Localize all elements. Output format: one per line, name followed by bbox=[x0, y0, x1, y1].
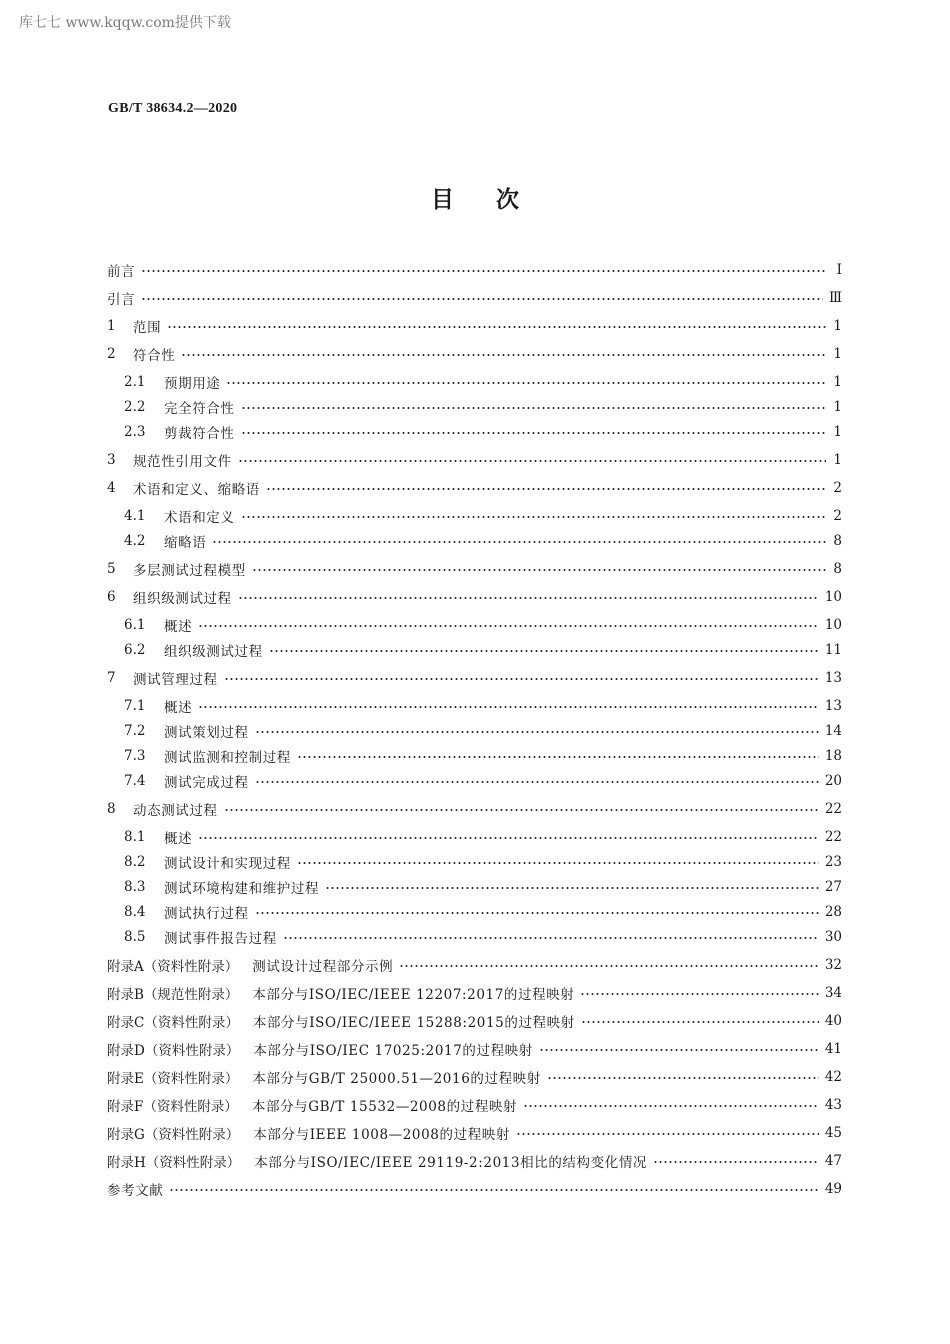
toc-entry[interactable] bbox=[107, 744, 842, 768]
toc-entry-page: 34 bbox=[824, 985, 842, 1001]
toc-entry-page: 8 bbox=[833, 561, 842, 577]
toc-entry[interactable] bbox=[107, 900, 842, 924]
toc-entry-page: 2 bbox=[833, 480, 842, 496]
toc-entry[interactable] bbox=[107, 476, 842, 500]
toc-entry-label: 术语和定义、缩略语 bbox=[133, 482, 260, 498]
toc-dot-leader bbox=[283, 936, 819, 940]
toc-entry[interactable] bbox=[107, 613, 842, 637]
toc-entry-label: 预期用途 bbox=[164, 376, 221, 392]
toc-entry-page: 32 bbox=[824, 957, 842, 973]
toc-entry-label: 本部分与ISO/IEC 17025:2017的过程映射 bbox=[253, 1043, 533, 1059]
toc-entry[interactable] bbox=[107, 585, 842, 609]
toc-entry-number: 4.1 bbox=[124, 508, 146, 524]
toc-entry-page: 10 bbox=[824, 617, 842, 633]
toc-entry-label: 本部分与ISO/IEC/IEEE 15288:2015的过程映射 bbox=[252, 1015, 575, 1031]
toc-entry-label: 测试设计过程部分示例 bbox=[252, 959, 394, 975]
toc-entry-number: 3 bbox=[107, 452, 116, 468]
document-code: GB/T 38634.2—2020 bbox=[108, 101, 238, 116]
toc-entry[interactable] bbox=[107, 1009, 842, 1033]
toc-entry[interactable] bbox=[107, 557, 842, 581]
toc-entry-page: 42 bbox=[824, 1069, 842, 1085]
toc-title: 目次 bbox=[431, 187, 561, 213]
toc-entry-page: 13 bbox=[824, 698, 842, 714]
toc-dot-leader bbox=[212, 540, 826, 544]
toc-entry-number: 4.2 bbox=[124, 533, 146, 549]
toc-entry-number: 7.1 bbox=[124, 698, 146, 714]
toc-entry[interactable] bbox=[107, 1037, 842, 1061]
toc-entry-number: 2 bbox=[107, 346, 116, 362]
toc-entry-page: 22 bbox=[824, 829, 842, 845]
toc-entry-page: 20 bbox=[824, 773, 842, 789]
toc-entry-number: 2.2 bbox=[124, 399, 146, 415]
toc-entry[interactable] bbox=[107, 370, 842, 394]
toc-entry-number: 5 bbox=[107, 561, 116, 577]
toc-dot-leader bbox=[224, 677, 819, 681]
toc-entry-label: 范围 bbox=[133, 320, 162, 336]
toc-entry-page: 1 bbox=[833, 452, 842, 468]
toc-entry-label: 本部分与GB/T 25000.51—2016的过程映射 bbox=[252, 1071, 541, 1087]
toc-dot-leader bbox=[198, 624, 819, 628]
toc-dot-leader bbox=[523, 1104, 819, 1108]
toc-entry-number: 7 bbox=[107, 670, 116, 686]
toc-dot-leader bbox=[266, 487, 826, 491]
toc-entry[interactable] bbox=[107, 448, 842, 472]
toc-dot-leader bbox=[297, 861, 819, 865]
toc-entry-page: 43 bbox=[824, 1097, 842, 1113]
toc-entry[interactable] bbox=[107, 719, 842, 743]
toc-entry-page: Ⅰ bbox=[836, 262, 842, 278]
toc-dot-leader bbox=[226, 381, 826, 385]
toc-dot-leader bbox=[580, 992, 818, 996]
toc-entry-label: 规范性引用文件 bbox=[133, 454, 232, 470]
toc-dot-leader bbox=[297, 755, 819, 759]
toc-entry-number: 8.3 bbox=[124, 879, 146, 895]
toc-entry-number: 附录E（资料性附录） bbox=[107, 1071, 239, 1087]
toc-dot-leader bbox=[516, 1132, 819, 1136]
toc-entry-page: 1 bbox=[833, 346, 842, 362]
toc-entry-label: 本部分与IEEE 1008—2008的过程映射 bbox=[253, 1127, 510, 1143]
toc-entry[interactable] bbox=[107, 1177, 842, 1201]
toc-entry-label: 测试执行过程 bbox=[164, 906, 249, 922]
toc-entry-label: 动态测试过程 bbox=[133, 803, 218, 819]
toc-entry-page: 11 bbox=[824, 642, 842, 658]
toc-dot-leader bbox=[255, 911, 819, 915]
toc-entry-number: 7.3 bbox=[124, 748, 146, 764]
toc-entry[interactable] bbox=[107, 638, 842, 662]
toc-entry[interactable] bbox=[107, 925, 842, 949]
toc-entry[interactable] bbox=[107, 1149, 842, 1173]
toc-entry-page: 47 bbox=[824, 1153, 842, 1169]
toc-dot-leader bbox=[169, 1188, 818, 1192]
toc-entry-number: 附录A（资料性附录） bbox=[107, 959, 239, 975]
toc-entry-label: 参考文献 bbox=[107, 1183, 164, 1199]
toc-dot-leader bbox=[198, 836, 819, 840]
toc-entry-page: 40 bbox=[824, 1013, 842, 1029]
toc-entry-page: 41 bbox=[824, 1041, 842, 1057]
toc-entry-number: 8.5 bbox=[124, 929, 146, 945]
toc-dot-leader bbox=[241, 406, 827, 410]
toc-entry-label: 概述 bbox=[164, 619, 193, 635]
toc-entry-number: 6.1 bbox=[124, 617, 146, 633]
toc-entry-page: 30 bbox=[824, 929, 842, 945]
toc-entry-label: 概述 bbox=[164, 700, 193, 716]
toc-entry-label: 多层测试过程模型 bbox=[133, 563, 246, 579]
toc-entry-page: 45 bbox=[824, 1125, 842, 1141]
toc-entry[interactable] bbox=[107, 666, 842, 690]
toc-entry-page: 1 bbox=[833, 424, 842, 440]
toc-entry-number: 7.2 bbox=[124, 723, 146, 739]
toc-entry[interactable] bbox=[107, 420, 842, 444]
toc-entry-number: 附录C（资料性附录） bbox=[107, 1015, 239, 1031]
toc-entry-number: 7.4 bbox=[124, 773, 146, 789]
toc-entry[interactable] bbox=[107, 504, 842, 528]
toc-entry-page: 1 bbox=[833, 374, 842, 390]
toc-entry[interactable] bbox=[107, 1121, 842, 1145]
toc-dot-leader bbox=[238, 596, 819, 600]
toc-entry-page: 10 bbox=[824, 589, 842, 605]
toc-entry-number: 附录B（规范性附录） bbox=[107, 987, 239, 1003]
toc-entry-number: 8.4 bbox=[124, 904, 146, 920]
toc-entry-number: 6.2 bbox=[124, 642, 146, 658]
toc-dot-leader bbox=[539, 1048, 819, 1052]
toc-entry-label: 测试监测和控制过程 bbox=[164, 750, 291, 766]
toc-entry-label: 概述 bbox=[164, 831, 193, 847]
toc-entry-label: 剪裁符合性 bbox=[164, 426, 235, 442]
toc-dot-leader bbox=[181, 353, 826, 357]
toc-dot-leader bbox=[255, 730, 819, 734]
toc-dot-leader bbox=[252, 568, 826, 572]
watermark-text: 库七七 www.kqqw.com提供下载 bbox=[19, 15, 231, 31]
toc-entry[interactable] bbox=[107, 529, 842, 553]
toc-entry-label: 测试策划过程 bbox=[164, 725, 249, 741]
toc-entry-page: 1 bbox=[833, 318, 842, 334]
toc-entry[interactable] bbox=[107, 286, 842, 310]
toc-entry-label: 完全符合性 bbox=[164, 401, 235, 417]
toc-entry-page: 2 bbox=[833, 508, 842, 524]
toc-entry-number: 4 bbox=[107, 480, 116, 496]
toc-entry-label: 缩略语 bbox=[164, 535, 207, 551]
toc-entry-label: 本部分与ISO/IEC/IEEE 29119-2:2013相比的结构变化情况 bbox=[254, 1155, 648, 1171]
toc-entry[interactable] bbox=[107, 797, 842, 821]
toc-entry-number: 6 bbox=[107, 589, 116, 605]
toc-entry-page: 18 bbox=[824, 748, 842, 764]
toc-entry-label: 组织级测试过程 bbox=[164, 644, 263, 660]
toc-entry[interactable] bbox=[107, 1093, 842, 1117]
toc-entry-label: 组织级测试过程 bbox=[133, 591, 232, 607]
toc-entry-label: 本部分与GB/T 15532—2008的过程映射 bbox=[251, 1099, 518, 1115]
toc-dot-leader bbox=[581, 1020, 819, 1024]
toc-dot-leader bbox=[141, 269, 826, 273]
toc-entry[interactable] bbox=[107, 342, 842, 366]
toc-entry-label: 前言 bbox=[107, 264, 136, 280]
toc-entry[interactable] bbox=[107, 850, 842, 874]
toc-entry-page: 49 bbox=[824, 1181, 842, 1197]
toc-entry-number: 附录F（资料性附录） bbox=[107, 1099, 238, 1115]
toc-dot-leader bbox=[198, 705, 819, 709]
toc-entry[interactable] bbox=[107, 953, 842, 977]
toc-entry-page: 27 bbox=[824, 879, 842, 895]
toc-entry-page: 8 bbox=[833, 533, 842, 549]
toc-dot-leader bbox=[238, 459, 826, 463]
toc-entry-number: 1 bbox=[107, 318, 116, 334]
toc-entry[interactable] bbox=[107, 875, 842, 899]
toc-entry-label: 测试完成过程 bbox=[164, 775, 249, 791]
toc-entry-label: 测试管理过程 bbox=[133, 672, 218, 688]
toc-entry-label: 符合性 bbox=[133, 348, 176, 364]
toc-entry-page: 1 bbox=[833, 399, 842, 415]
toc-dot-leader bbox=[141, 297, 823, 301]
toc-entry-page: Ⅲ bbox=[828, 290, 842, 306]
toc-dot-leader bbox=[325, 886, 819, 890]
toc-entry[interactable] bbox=[107, 694, 842, 718]
toc-entry-label: 本部分与ISO/IEC/IEEE 12207:2017的过程映射 bbox=[252, 987, 575, 1003]
toc-entry-number: 2.1 bbox=[124, 374, 146, 390]
toc-entry[interactable] bbox=[107, 825, 842, 849]
toc-entry-label: 术语和定义 bbox=[164, 510, 235, 526]
toc-entry[interactable] bbox=[107, 314, 842, 338]
toc-entry[interactable] bbox=[107, 258, 842, 282]
toc-entry-label: 测试设计和实现过程 bbox=[164, 856, 291, 872]
toc-entry-label: 测试事件报告过程 bbox=[164, 931, 277, 947]
toc-entry-page: 22 bbox=[824, 801, 842, 817]
toc-entry-page: 13 bbox=[824, 670, 842, 686]
toc-dot-leader bbox=[167, 325, 826, 329]
toc-dot-leader bbox=[224, 808, 819, 812]
toc-entry-page: 28 bbox=[824, 904, 842, 920]
toc-entry-page: 23 bbox=[824, 854, 842, 870]
toc-entry-number: 2.3 bbox=[124, 424, 146, 440]
toc-entry-label: 测试环境构建和维护过程 bbox=[164, 881, 320, 897]
toc-entry-number: 8.1 bbox=[124, 829, 146, 845]
toc-dot-leader bbox=[547, 1076, 819, 1080]
toc-entry[interactable] bbox=[107, 981, 842, 1005]
toc-dot-leader bbox=[269, 649, 819, 653]
toc-dot-leader bbox=[255, 780, 819, 784]
toc-entry-number: 附录H（资料性附录） bbox=[107, 1155, 241, 1171]
toc-dot-leader bbox=[241, 515, 827, 519]
toc-dot-leader bbox=[653, 1160, 819, 1164]
toc-entry[interactable] bbox=[107, 1065, 842, 1089]
toc-entry[interactable] bbox=[107, 769, 842, 793]
toc-dot-leader bbox=[241, 431, 827, 435]
toc-entry-number: 8.2 bbox=[124, 854, 146, 870]
toc-entry-number: 附录G（资料性附录） bbox=[107, 1127, 240, 1143]
toc-entry-number: 8 bbox=[107, 801, 116, 817]
toc-entry-page: 14 bbox=[824, 723, 842, 739]
toc-dot-leader bbox=[399, 964, 819, 968]
toc-entry-number: 附录D（资料性附录） bbox=[107, 1043, 240, 1059]
toc-entry-label: 引言 bbox=[107, 292, 136, 308]
toc-entry[interactable] bbox=[107, 395, 842, 419]
